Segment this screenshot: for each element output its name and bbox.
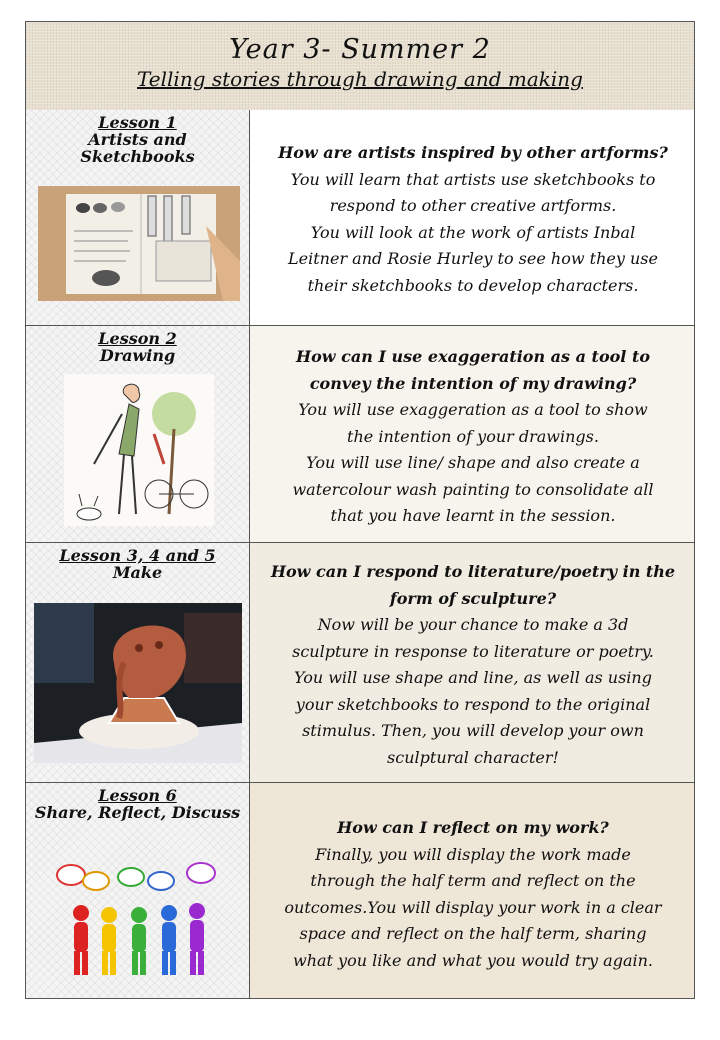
lesson-description-cell [250,326,694,542]
lesson-text-line: that you have learnt in the session. [330,506,616,525]
lesson-row-3 [26,543,694,783]
lesson-label-cell [26,543,250,782]
page-header [26,22,694,111]
lesson-text-line: sculpture in response to literature or poetry. [292,641,654,661]
lesson-text-line: space and reflect on the half term, sharing [299,924,647,943]
lesson-text-line: You will use line/ shape and also create a [306,453,640,472]
lesson-question: How can I use exaggeration as a tool to [296,347,650,366]
lesson-number: Lesson 3, 4 and 5 [59,546,216,565]
lesson-text-line: Now will be your chance to make a 3d [317,615,629,634]
lesson-question: form of sculpture? [389,588,557,608]
lesson-name: Make [112,563,163,582]
sketchbook-photo [38,186,240,301]
lesson-name: Share, Reflect, Discuss [34,803,241,822]
lesson-text-line: stimulus. Then, you will develop your own [302,721,644,740]
lesson-plan-sheet [25,21,695,999]
illustration-drawing [64,374,214,526]
sculpture-photo [34,603,242,763]
lesson-text-line: outcomes.You will display your work in a clear [284,897,662,917]
lesson-text-line: sculptural character! [387,747,559,767]
lesson-question: How can I respond to literature/poetry in the [270,562,676,581]
lesson-row-2 [26,326,694,543]
lesson-text-line: Leitner and Rosie Hurley to see how they use [288,249,658,268]
lesson-number: Lesson 1 [98,113,177,132]
lesson-text-line: watercolour wash painting to consolidate all [292,479,654,499]
lesson-question: How can I reflect on my work? [337,818,609,837]
lesson-text-line: what you like and what you would try again. [293,950,653,970]
lesson-number: Lesson 6 [98,786,177,805]
lesson-text-line: your sketchbooks to respond to the original [295,694,651,714]
discussion-figures-image [51,853,226,983]
lesson-row-1 [26,110,694,326]
lesson-text-line: through the half term and reflect on the [310,871,636,890]
lesson-text-line: their sketchbooks to develop characters. [307,275,639,295]
lesson-text-line: respond to other creative artforms. [329,196,617,215]
lesson-text-line: You will use exaggeration as a tool to show [298,400,648,419]
lesson-description-cell [250,543,694,782]
lesson-description-cell [250,783,694,998]
page-subtitle: Telling stories through drawing and making [137,67,583,91]
lesson-description-cell [250,110,694,325]
lesson-text-line: You will use shape and line, as well as using [294,668,652,687]
lesson-question: How are artists inspired by other artforms? [278,143,668,162]
lesson-text-line: You will learn that artists use sketchbooks to [290,169,656,189]
lesson-name: Drawing [99,346,176,365]
lesson-label-cell [26,326,250,542]
lesson-name: Artists and Sketchbooks [80,130,195,166]
lesson-label-cell [26,110,250,325]
lesson-number: Lesson 2 [98,329,177,348]
lesson-row-4 [26,783,694,998]
lesson-text-line: Finally, you will display the work made [315,844,631,864]
lesson-text-line: You will look at the work of artists Inbal [310,222,636,242]
lesson-text-line: the intention of your drawings. [347,426,599,446]
lesson-question: convey the intention of my drawing? [309,373,637,393]
page-title: Year 3- Summer 2 [229,34,491,65]
lesson-label-cell [26,783,250,998]
